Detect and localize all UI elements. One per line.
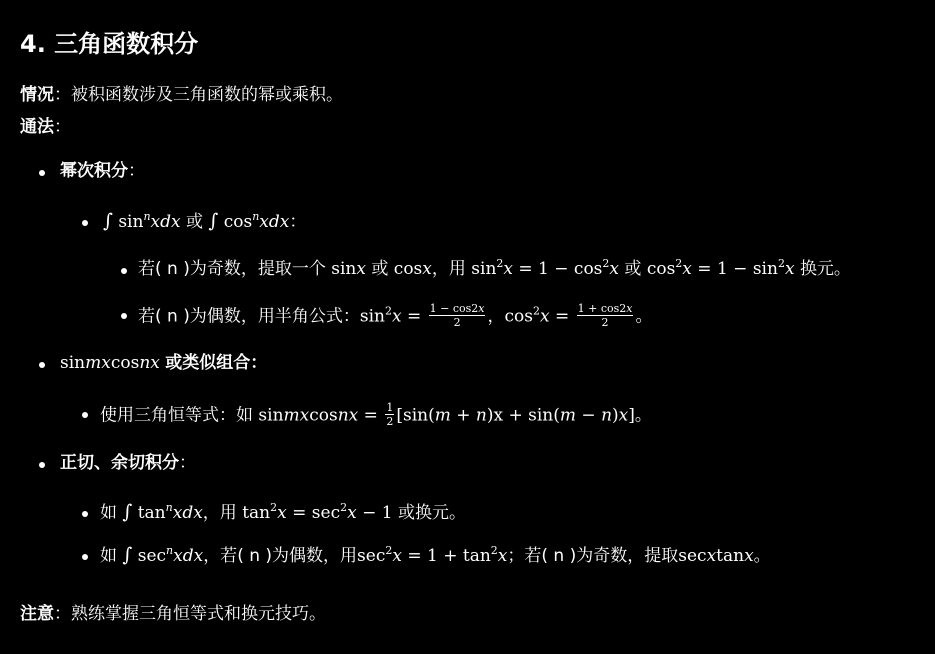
tan-line: 如 ∫ $\tan^nxdx$，用 $\tan^2x = \sec^2x - 1$ 或换元。 bbox=[100, 501, 466, 523]
power-heading: 幂次积分： bbox=[60, 161, 145, 181]
fraction-one-half: $\frac{1}{2}$ bbox=[386, 401, 394, 428]
product-heading: sinmxcosnx 或类似组合： bbox=[60, 353, 268, 373]
power-even-line: 若( n )为偶数，用半角公式：$\sin^2x$ = $\frac{\text{1 − cos2𝑥}}{2}$ ，$\cos^2x$ = $\frac{\text{1 + cos2𝑥}}{2}$ 。 bbox=[138, 302, 653, 329]
bullet-product-sub bbox=[82, 412, 88, 418]
method-line: 通法： bbox=[20, 117, 71, 137]
section-title: 4. 三角函数积分 bbox=[20, 30, 199, 58]
note-text: 熟练掌握三角恒等式和换元技巧。 bbox=[71, 604, 326, 624]
bullet-tan bbox=[82, 511, 88, 517]
bullet-power-sub bbox=[82, 220, 88, 226]
power-integral-line: ∫ $\sin^nxdx$ 或 ∫ $\cos^nxdx$： bbox=[103, 210, 307, 232]
method-label: 通法 bbox=[20, 117, 54, 137]
tansec-heading: 正切、余切积分： bbox=[60, 453, 196, 473]
power-odd-line: 若( n )为奇数，提取一个 sinx 或 cosx，用 $\sin^2x = 1 - \cos^2x$ 或 $\cos^2x = 1 - \sin^2x$ 换元。 bbox=[138, 257, 851, 279]
bullet-tansec bbox=[39, 462, 45, 468]
bullet-power bbox=[39, 170, 45, 176]
situation-text: 被积函数涉及三角函数的幂或乘积。 bbox=[71, 85, 343, 105]
situation-label: 情况 bbox=[20, 85, 54, 105]
product-identity-line: 使用三角恒等式：如 sinmxcosnx = $\frac{1}{2}$ [sin(m + n)x + sin(m − n)x]。 bbox=[100, 401, 652, 428]
fraction-half-angle-cos: $\frac{\text{1 + cos2𝑥}}{2}$ bbox=[577, 302, 633, 329]
note-line: 注意：熟练掌握三角恒等式和换元技巧。 bbox=[20, 604, 326, 624]
fraction-half-angle-sin: $\frac{\text{1 − cos2𝑥}}{2}$ bbox=[429, 302, 485, 329]
product-label: 或类似组合： bbox=[165, 353, 268, 373]
bullet-sec bbox=[82, 554, 88, 560]
bullet-product bbox=[39, 362, 45, 368]
bullet-even bbox=[121, 313, 127, 319]
situation-line: 情况：被积函数涉及三角函数的幂或乘积。 bbox=[20, 85, 343, 105]
power-label: 幂次积分 bbox=[60, 161, 128, 181]
sec-line: 如 ∫ $\sec^nxdx$，若( n )为偶数，用$\sec^2x = 1 + \tan^2x$；若( n )为奇数，提取secxtanx。 bbox=[100, 544, 771, 566]
note-label: 注意 bbox=[20, 604, 54, 624]
bullet-odd bbox=[121, 268, 127, 274]
tansec-label: 正切、余切积分 bbox=[60, 453, 179, 473]
